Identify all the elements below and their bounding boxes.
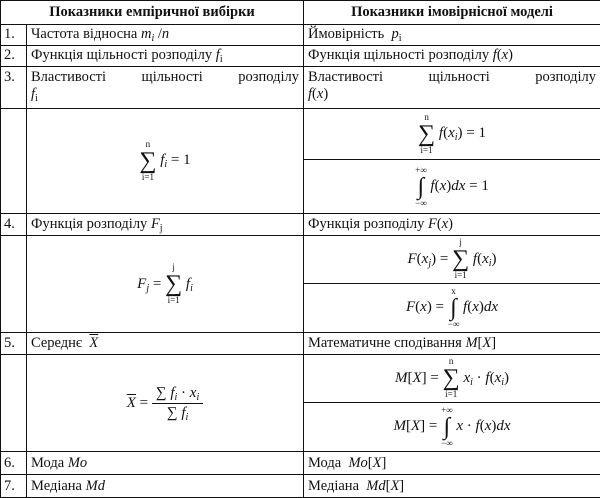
row-number-empty [1, 235, 27, 332]
formula-row [1, 355, 600, 403]
table-row [1, 45, 600, 67]
integral-fx-formula: +∞ ∫ −∞ f(x)dx = 1 [304, 160, 600, 214]
empirical-cell: Функція щільності розподілу $f_i$ [27, 45, 304, 67]
table-row [1, 67, 600, 108]
MX-integral-formula: M[X] = +∞ ∫ −∞ x · f(x)dx [304, 402, 600, 452]
row-number: 6. [1, 452, 27, 475]
empirical-cell: Функція розподілу $F_j$ [27, 214, 304, 236]
row-number: 4. [1, 214, 27, 236]
Fj-formula: $F_j$ = j ∑ i=1 $f_i$ [27, 235, 304, 332]
empirical-cell: Властивості щільності розподілу $f_i$ [27, 67, 304, 108]
header-empirical: Показники емпіричної вибірки [1, 1, 304, 25]
model-cell: Властивості щільності розподілу f(x) [304, 67, 600, 108]
Fxj-formula: $F(x_j)$ = j ∑ i=1 $f(x_i)$ [304, 235, 600, 283]
table-row [1, 452, 600, 475]
formula-row [1, 108, 600, 160]
empirical-cell: Середнє $\overline{X}$ [27, 333, 304, 355]
empirical-cell: Медіана Md [27, 475, 304, 498]
row-number-empty [1, 355, 27, 452]
model-cell: Функція щільності розподілу f(x) [304, 45, 600, 67]
sum-fi-formula: n ∑ i=1 $f_i = 1$ [27, 108, 304, 214]
row-number: 5. [1, 333, 27, 355]
row-number: 7. [1, 475, 27, 498]
table-row [1, 475, 600, 498]
row-number-empty [1, 108, 27, 214]
row-number: 1. [1, 24, 27, 45]
header-model: Показники імовірнісної моделі [304, 1, 600, 25]
table-row [1, 214, 600, 236]
model-cell: Медіана Md[X] [304, 475, 600, 498]
mean-formula: $\overline{X}$ = $\frac{\sum f_i \cdot x_i}{\sum f_i}$ [27, 355, 304, 452]
model-cell: Мода Mo[X] [304, 452, 600, 475]
formula-row [1, 235, 600, 283]
model-cell: Ймовірність $p_i$ [304, 24, 600, 45]
model-cell: Математичне сподівання M[X] [304, 333, 600, 355]
table-row [1, 333, 600, 355]
sum-fxi-formula: n ∑ i=1 $f(x_i) = 1$ [304, 108, 600, 160]
MX-sum-formula: M[X] = n ∑ i=1 $x_i \cdot f(x_i)$ [304, 355, 600, 403]
row-number: 3. [1, 67, 27, 108]
empirical-cell: Мода Mo [27, 452, 304, 475]
table-row [1, 24, 600, 45]
row-number: 2. [1, 45, 27, 67]
Fx-integral-formula: F(x) = x ∫ −∞ f(x)dx [304, 283, 600, 333]
header-row [1, 1, 600, 25]
empirical-cell: Частота відносна $m_i$ /n [27, 24, 304, 45]
model-cell: Функція розподілу F(x) [304, 214, 600, 236]
